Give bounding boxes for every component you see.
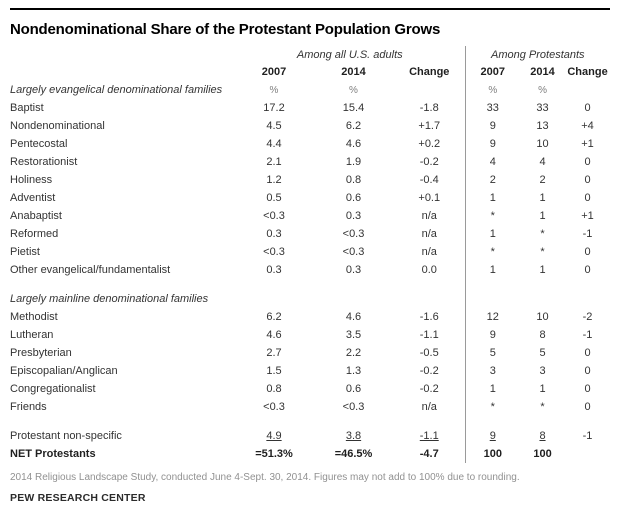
value-cell: 17.2 [263, 102, 285, 114]
value-cell: +1 [581, 138, 594, 150]
table-row [10, 427, 610, 445]
section-header-row [10, 290, 610, 308]
value-cell: 0.8 [266, 383, 282, 395]
value-cell: -0.4 [419, 174, 439, 186]
row-label: Anabaptist [10, 210, 62, 222]
table-row [10, 99, 610, 117]
group-header-protestants: Among Protestants [465, 46, 610, 63]
value-cell: -0.2 [419, 383, 439, 395]
value-cell: -1.6 [419, 311, 439, 323]
value-cell: 0 [584, 156, 591, 168]
row-label: Baptist [10, 102, 44, 114]
value-cell: 0 [584, 102, 591, 114]
value-cell: -0.5 [419, 347, 439, 359]
value-cell: <0.3 [263, 246, 285, 258]
value-cell [565, 445, 610, 463]
value-cell: -1 [582, 329, 593, 341]
value-cell: 4 [465, 153, 520, 171]
value-cell: <0.3 [342, 228, 365, 240]
value-cell: 0 [584, 401, 591, 413]
value-cell: 2 [539, 174, 546, 186]
value-cell: 13 [536, 120, 549, 132]
value-cell: 9 [465, 117, 520, 135]
percent-sign: % [538, 84, 547, 96]
value-cell: * [465, 207, 520, 225]
value-cell: +1.7 [418, 120, 441, 132]
section-label: Largely mainline denominational families [10, 293, 209, 305]
value-cell: -0.2 [419, 365, 439, 377]
value-cell: 33 [536, 102, 549, 114]
value-cell: +0.1 [418, 192, 441, 204]
row-label: Friends [10, 401, 47, 413]
source-label: PEW RESEARCH CENTER [10, 492, 146, 504]
table-row [10, 153, 610, 171]
value-cell: n/a [421, 246, 437, 258]
value-cell: +0.2 [418, 138, 441, 150]
value-cell: * [465, 243, 520, 261]
value-cell: 0 [584, 347, 591, 359]
empty-corner [10, 46, 235, 63]
value-cell: * [540, 401, 545, 413]
value-cell: 12 [465, 308, 520, 326]
table-row [10, 380, 610, 398]
value-cell: 0.3 [266, 264, 282, 276]
section-spacer [10, 279, 610, 290]
col-header-prot-2014: 2014 [530, 66, 555, 78]
value-cell: 5 [539, 347, 546, 359]
value-cell: 6.2 [345, 120, 362, 132]
value-cell: 6.2 [266, 311, 282, 323]
value-cell: 1 [539, 210, 546, 222]
row-label: Lutheran [10, 329, 54, 341]
value-cell: -2 [582, 311, 593, 323]
section-label: Largely evangelical denominational families [10, 84, 223, 96]
value-cell: <0.3 [342, 401, 365, 413]
table-row [10, 398, 610, 416]
value-cell: 4.4 [266, 138, 282, 150]
value-cell: n/a [421, 228, 437, 240]
value-cell: 1.3 [345, 365, 362, 377]
value-cell: <0.3 [342, 246, 365, 258]
top-rule [10, 8, 610, 10]
table-body [10, 81, 610, 463]
value-cell: 4.5 [266, 120, 282, 132]
row-label: Congregationalist [10, 383, 96, 395]
table-row [10, 243, 610, 261]
table-row [10, 225, 610, 243]
value-cell: 1 [465, 225, 520, 243]
empty-cell [565, 81, 610, 99]
table-row [10, 362, 610, 380]
value-cell: 1.9 [345, 156, 362, 168]
table-row [10, 171, 610, 189]
value-cell: 3.8 [345, 430, 362, 442]
section-header-row [10, 81, 610, 99]
row-label: Methodist [10, 311, 58, 323]
empty-corner [10, 63, 235, 81]
row-label: Episcopalian/Anglican [10, 365, 118, 377]
percent-sign: % [349, 84, 358, 96]
row-label: Other evangelical/fundamentalist [10, 264, 171, 276]
value-cell: 5 [465, 344, 520, 362]
value-cell: -1.1 [419, 430, 439, 442]
value-cell: n/a [421, 210, 437, 222]
value-cell: -4.7 [419, 448, 439, 460]
value-cell: * [465, 398, 520, 416]
value-cell: 3.5 [345, 329, 362, 341]
value-cell: 2.7 [266, 347, 282, 359]
empty-cell [313, 290, 394, 308]
value-cell: 1 [465, 189, 520, 207]
spacer-cell [465, 279, 610, 290]
column-header-row [10, 63, 610, 81]
row-label: Holiness [10, 174, 53, 186]
value-cell: 1 [465, 261, 520, 279]
empty-cell [565, 290, 610, 308]
value-cell: 0.8 [345, 174, 362, 186]
value-cell: * [540, 228, 545, 240]
table-row [10, 261, 610, 279]
value-cell: 0 [584, 246, 591, 258]
table-row [10, 308, 610, 326]
value-cell: 0 [584, 264, 591, 276]
value-cell: -1 [582, 228, 593, 240]
value-cell: -1.1 [419, 329, 439, 341]
value-cell: 0.3 [345, 210, 362, 222]
value-cell: 4.6 [345, 311, 362, 323]
percent-sign: % [269, 84, 279, 96]
value-cell: n/a [421, 401, 437, 413]
value-cell: 1 [465, 380, 520, 398]
empty-cell [465, 290, 520, 308]
value-cell: 1 [539, 383, 546, 395]
table-row [10, 117, 610, 135]
col-header-adults-2014: 2014 [341, 66, 366, 78]
col-header-prot-change: Change [567, 66, 608, 78]
value-cell: 100 [533, 448, 552, 460]
value-cell: 2.2 [345, 347, 362, 359]
value-cell: =51.3% [255, 448, 293, 460]
empty-cell [394, 81, 465, 99]
value-cell: 0.6 [345, 383, 362, 395]
row-label: Reformed [10, 228, 59, 240]
value-cell: 0 [584, 383, 591, 395]
table-row [10, 344, 610, 362]
value-cell: 8 [539, 430, 546, 442]
value-cell: 9 [465, 427, 520, 445]
value-cell: 4.6 [266, 329, 282, 341]
value-cell: 100 [465, 445, 520, 463]
table-header [10, 46, 610, 81]
value-cell: 4.9 [266, 430, 282, 442]
table-row [10, 135, 610, 153]
spacer-cell [10, 279, 465, 290]
value-cell: 4 [539, 156, 546, 168]
value-cell: -1 [582, 430, 593, 442]
value-cell: -0.2 [419, 156, 439, 168]
row-label: NET Protestants [10, 448, 96, 460]
value-cell: 2.1 [266, 156, 282, 168]
row-label: Presbyterian [10, 347, 72, 359]
group-header-adults: Among all U.S. adults [296, 49, 403, 61]
group-header-row [10, 46, 610, 63]
empty-cell [394, 290, 465, 308]
spacer-cell [465, 416, 610, 427]
value-cell: +4 [581, 120, 594, 132]
value-cell: 1 [539, 264, 546, 276]
percent-sign: % [465, 81, 520, 99]
value-cell: 0 [584, 365, 591, 377]
value-cell: 0.3 [345, 264, 362, 276]
value-cell: =46.5% [334, 448, 373, 460]
empty-cell [520, 290, 565, 308]
value-cell: 0 [584, 192, 591, 204]
section-spacer [10, 416, 610, 427]
table-row [10, 189, 610, 207]
value-cell: 10 [536, 138, 549, 150]
data-table [10, 46, 610, 463]
col-header-adults-2007: 2007 [261, 66, 287, 78]
value-cell: 3 [539, 365, 546, 377]
value-cell: 8 [539, 329, 546, 341]
value-cell: 0.5 [266, 192, 282, 204]
row-label: Adventist [10, 192, 56, 204]
value-cell: 3 [465, 362, 520, 380]
empty-cell [235, 290, 313, 308]
table-row [10, 207, 610, 225]
row-label: Restorationist [10, 156, 78, 168]
value-cell: 9 [465, 135, 520, 153]
value-cell: 4.6 [345, 138, 362, 150]
row-label: Nondenominational [10, 120, 105, 132]
row-label: Protestant non-specific [10, 430, 122, 442]
value-cell: 0.0 [421, 264, 437, 276]
value-cell: 0.3 [266, 228, 282, 240]
value-cell: <0.3 [263, 401, 285, 413]
value-cell: 1.5 [266, 365, 282, 377]
value-cell: 1.2 [266, 174, 282, 186]
value-cell: <0.3 [263, 210, 285, 222]
row-label: Pietist [10, 246, 40, 258]
value-cell: -1.8 [419, 102, 439, 114]
page-title: Nondenominational Share of the Protestant Population Grows [10, 21, 441, 38]
value-cell: 2 [465, 171, 520, 189]
spacer-cell [10, 416, 465, 427]
value-cell: +1 [581, 210, 594, 222]
value-cell: 9 [465, 326, 520, 344]
value-cell: 15.4 [342, 102, 365, 114]
value-cell: * [540, 246, 545, 258]
row-label: Pentecostal [10, 138, 68, 150]
col-header-adults-change: Change [409, 66, 450, 78]
value-cell: 0 [584, 174, 591, 186]
footnote: 2014 Religious Landscape Study, conducted June 4-Sept. 30, 2014. Figures may not add to 100% due to rounding. [10, 472, 520, 483]
col-header-prot-2007: 2007 [465, 63, 520, 81]
table-row [10, 445, 610, 463]
value-cell: 0.6 [345, 192, 362, 204]
value-cell: 33 [465, 99, 520, 117]
table-row [10, 326, 610, 344]
value-cell: 1 [539, 192, 546, 204]
value-cell: 10 [536, 311, 549, 323]
